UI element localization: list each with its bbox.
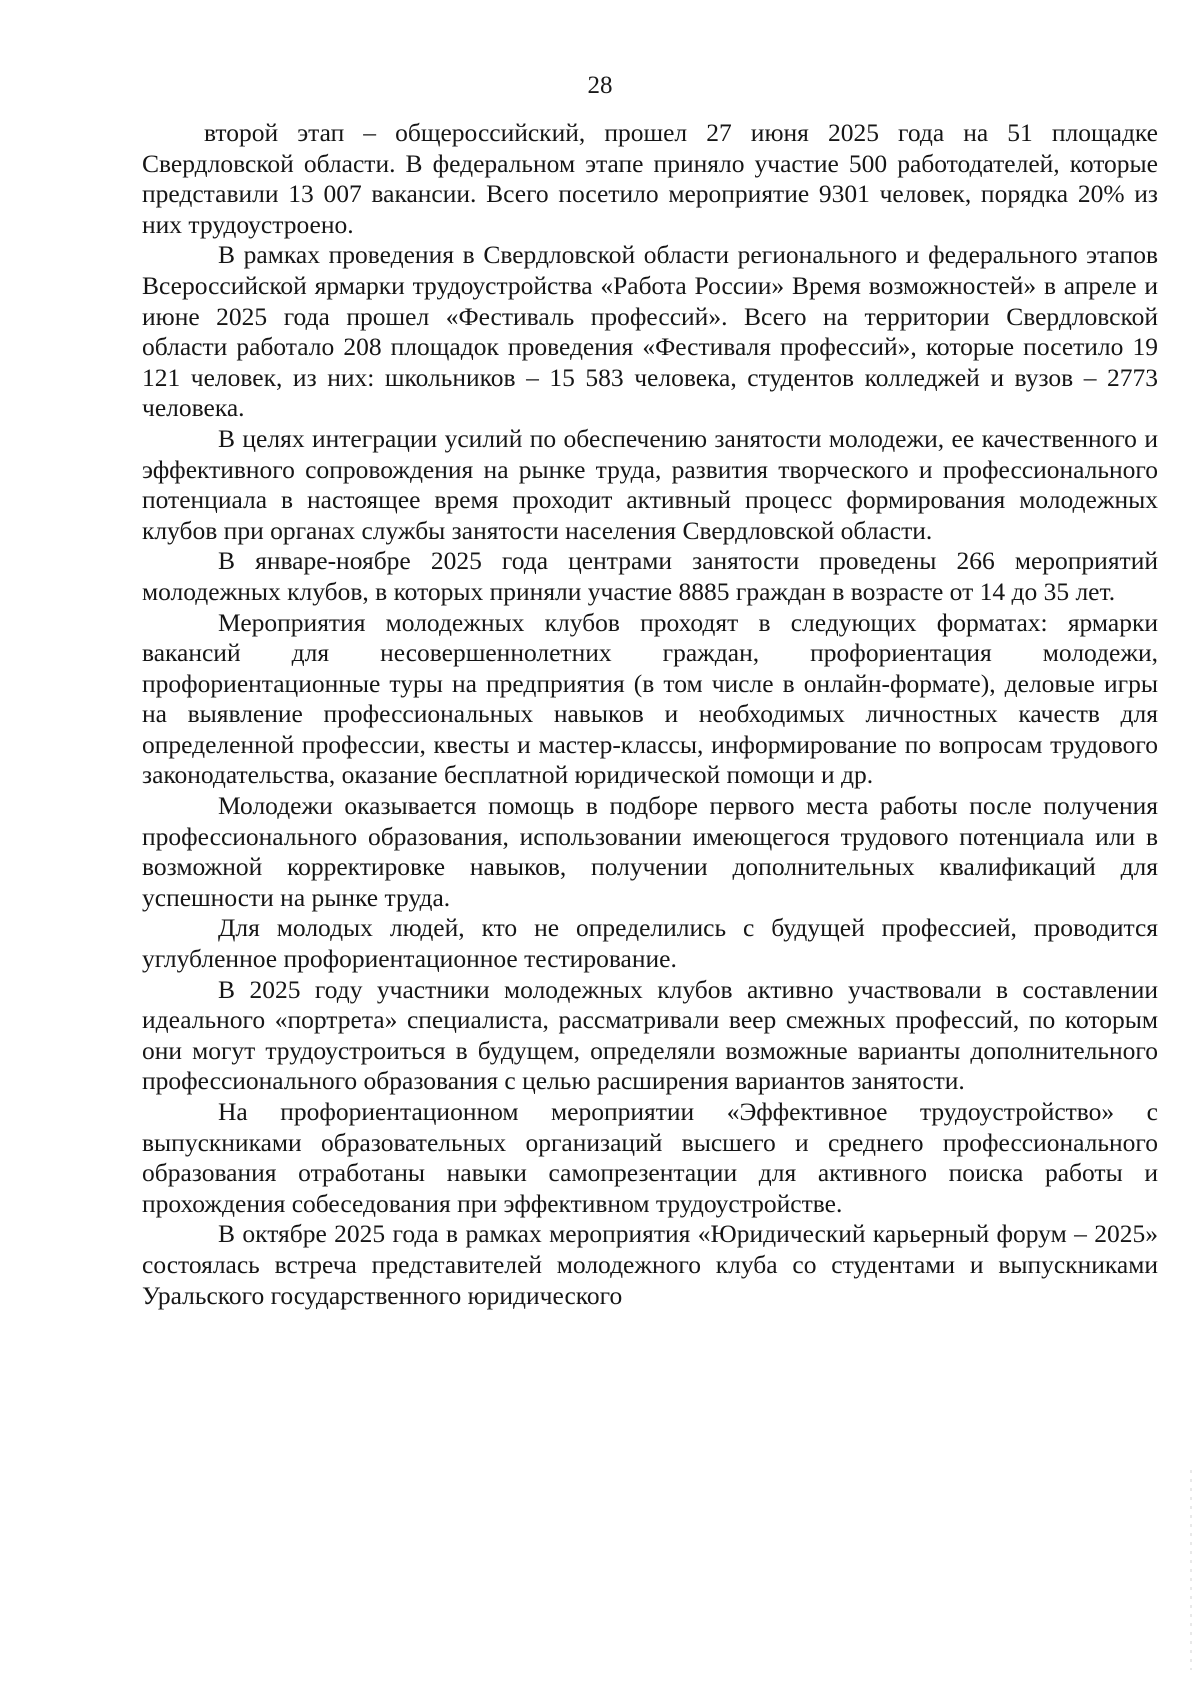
paragraph-7: Для молодых людей, кто не определились с будущей профессией, проводится углубленное профориентационное тестирование. — [142, 913, 1158, 974]
paragraph-8: В 2025 году участники молодежных клубов активно участвовали в составлении идеального «портрета» специалиста, рассматривали веер смежных профессий, по которым они могут трудоустроиться в будущем, определяли возможные варианты дополнительного профессионального образования с целью расширения вариантов занятости. — [142, 974, 1158, 1096]
paragraph-5: Мероприятия молодежных клубов проходят в следующих форматах: ярмарки вакансий для несовершеннолетних граждан, профориентация молодежи, профориентационные туры на предприятия (в том числе в онлайн-формате), деловые игры на выявление профессиональных навыков и необходимых личностных качеств для определенной профессии, квесты и мастер-классы, информирование по вопросам трудового законодательства, оказание бесплатной юридической помощи и др. — [142, 607, 1158, 790]
page-number: 28 — [587, 72, 613, 99]
paragraph-10: В октябре 2025 года в рамках мероприятия «Юридический карьерный форум – 2025» состоялась встреча представителей молодежного клуба со студентами и выпускниками Уральского государственного юридического — [142, 1219, 1158, 1310]
document-body — [142, 118, 1158, 1311]
paragraph-9: На профориентационном мероприятии «Эффективное трудоустройство» с выпускниками образовательных организаций высшего и среднего профессионального образования отработаны навыки самопрезентации для активного поиска работы и прохождения собеседования при эффективном трудоустройстве. — [142, 1097, 1158, 1218]
paragraph-2: В рамках проведения в Свердловской области регионального и федерального этапов Всероссийской ярмарки трудоустройства «Работа России» Время возможностей» в апреле и июне 2025 года прошел «Фестиваль профессий». Всего на территории Свердловской области работало 208 площадок проведения «Фестиваля профессий», которые посетило 19 121 человек, из них: школьников – 15 583 человека, студентов колледжей и вузов – 2773 человека. — [142, 240, 1158, 423]
paragraph-6: Молодежи оказывается помощь в подборе первого места работы после получения профессионального образования, использовании имеющегося трудового потенциала или в возможной корректировке навыков, получении дополнительных квалификаций для успешности на рынке труда. — [142, 791, 1158, 912]
paragraph-1: второй этап – общероссийский, прошел 27 июня 2025 года на 51 площадке Свердловской области. В федеральном этапе приняло участие 500 работодателей, которые представили 13 007 вакансии. Всего посетило мероприятие 9301 человек, порядка 20% из них трудоустроено. — [142, 118, 1158, 239]
scan-edge-artifact — [1190, 1470, 1192, 1670]
paragraph-3: В целях интеграции усилий по обеспечению занятости молодежи, ее качественного и эффективного сопровождения на рынке труда, развития творческого и профессионального потенциала в настоящее время проходит активный процесс формирования молодежных клубов при органах службы занятости населения Свердловской области. — [142, 423, 1158, 545]
paragraph-4: В январе-ноябре 2025 года центрами занятости проведены 266 мероприятий молодежных клубов, в которых приняли участие 8885 граждан в возрасте от 14 до 35 лет. — [142, 546, 1158, 606]
